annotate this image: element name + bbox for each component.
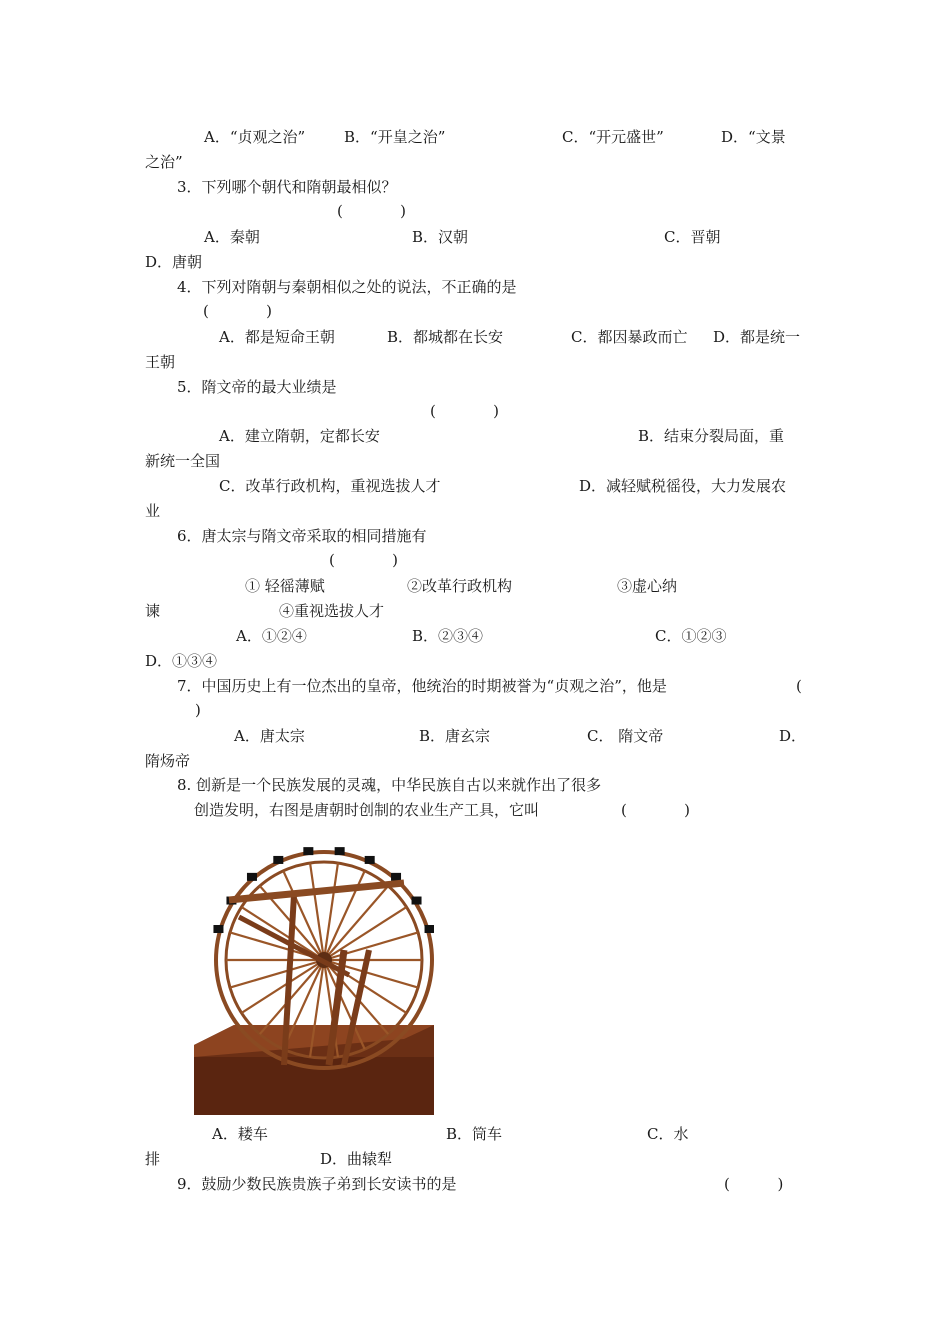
q7-paren-close: ) [195,701,201,719]
q5-option-a: A．建立隋朝，定都长安 [219,427,380,445]
q5-option-c: C．改革行政机构，重视选拔人才 [219,477,441,495]
q8-stem-line1: 8. 创新是一个民族发展的灵魂，中华民族自古以来就作出了很多 [177,776,602,794]
q3-option-a: A．秦朝 [204,228,260,246]
q9-answer-paren: ( ) [724,1175,784,1193]
q4-option-d: D．都是统一 [713,328,801,346]
q9-stem: 9．鼓励少数民族贵族子弟到长安读书的是 [177,1175,457,1193]
q3-option-c: C．晋朝 [664,228,721,246]
q2-option-b: B．“开皇之治” [344,128,446,146]
q6-option-b: B．②③④ [412,627,484,645]
q5-option-b-cont: 新统一全国 [145,452,221,470]
q6-item-4: ④重视选拔人才 [279,602,385,620]
q2-option-d: D．“文景 [721,128,786,146]
q3-answer-paren: ( ) [337,202,406,220]
q6-option-c: C．①②③ [655,627,727,645]
q2-option-c: C．“开元盛世” [562,128,664,146]
q5-option-b: B．结束分裂局面，重 [638,427,785,445]
q7-option-d-cont: 隋炀帝 [145,752,191,770]
q3-option-d: D．唐朝 [145,253,203,271]
q7-paren-open: ( [796,677,802,695]
q8-answer-paren: ( ) [621,801,690,819]
q6-item-3-cont: 谏 [145,602,161,620]
q7-option-d: D． [779,727,807,745]
q4-option-a: A．都是短命王朝 [219,328,335,346]
q4-stem: 4．下列对隋朝与秦朝相似之处的说法，不正确的是 [177,278,517,296]
q5-option-d-cont: 业 [145,502,161,520]
q4-option-d-cont: 王朝 [145,353,176,371]
q8-option-a: A．耧车 [212,1125,268,1143]
q3-stem: 3．下列哪个朝代和隋朝最相似？ [177,178,397,196]
q7-option-b: B．唐玄宗 [419,727,491,745]
q7-stem: 7．中国历史上有一位杰出的皇帝，他统治的时期被誉为“贞观之治”，他是 [177,677,667,695]
q4-option-b: B．都城都在长安 [387,328,504,346]
q8-option-b: B．筒车 [446,1125,503,1143]
q6-option-d: D．①③④ [145,652,218,670]
water-wheel-photo [194,825,434,1115]
q2-option-a: A．“贞观之治” [204,128,306,146]
q5-stem: 5．隋文帝的最大业绩是 [177,378,337,396]
q8-option-c-cont: 排 [145,1150,161,1168]
q7-option-c: C． 隋文帝 [587,727,664,745]
q4-answer-paren: ( ) [203,302,272,320]
q6-item-1: ① 轻徭薄赋 [245,577,325,595]
q6-answer-paren: ( ) [329,551,398,569]
q3-option-b: B．汉朝 [412,228,469,246]
q6-item-3: ③虚心纳 [617,577,678,595]
q5-option-d: D．减轻赋税徭役，大力发展农 [579,477,787,495]
q6-item-2: ②改革行政机构 [407,577,513,595]
q8-option-d: D．曲辕犁 [320,1150,393,1168]
q5-answer-paren: ( ) [430,402,499,420]
q8-option-c: C．水 [647,1125,689,1143]
q2-option-d-cont: 之治” [145,153,183,171]
q8-stem-line2: 创造发明，右图是唐朝时创制的农业生产工具，它叫 [194,801,540,819]
q4-option-c: C．都因暴政而亡 [571,328,688,346]
q6-option-a: A．①②④ [236,627,307,645]
q7-option-a: A．唐太宗 [234,727,305,745]
q6-stem: 6．唐太宗与隋文帝采取的相同措施有 [177,527,427,545]
